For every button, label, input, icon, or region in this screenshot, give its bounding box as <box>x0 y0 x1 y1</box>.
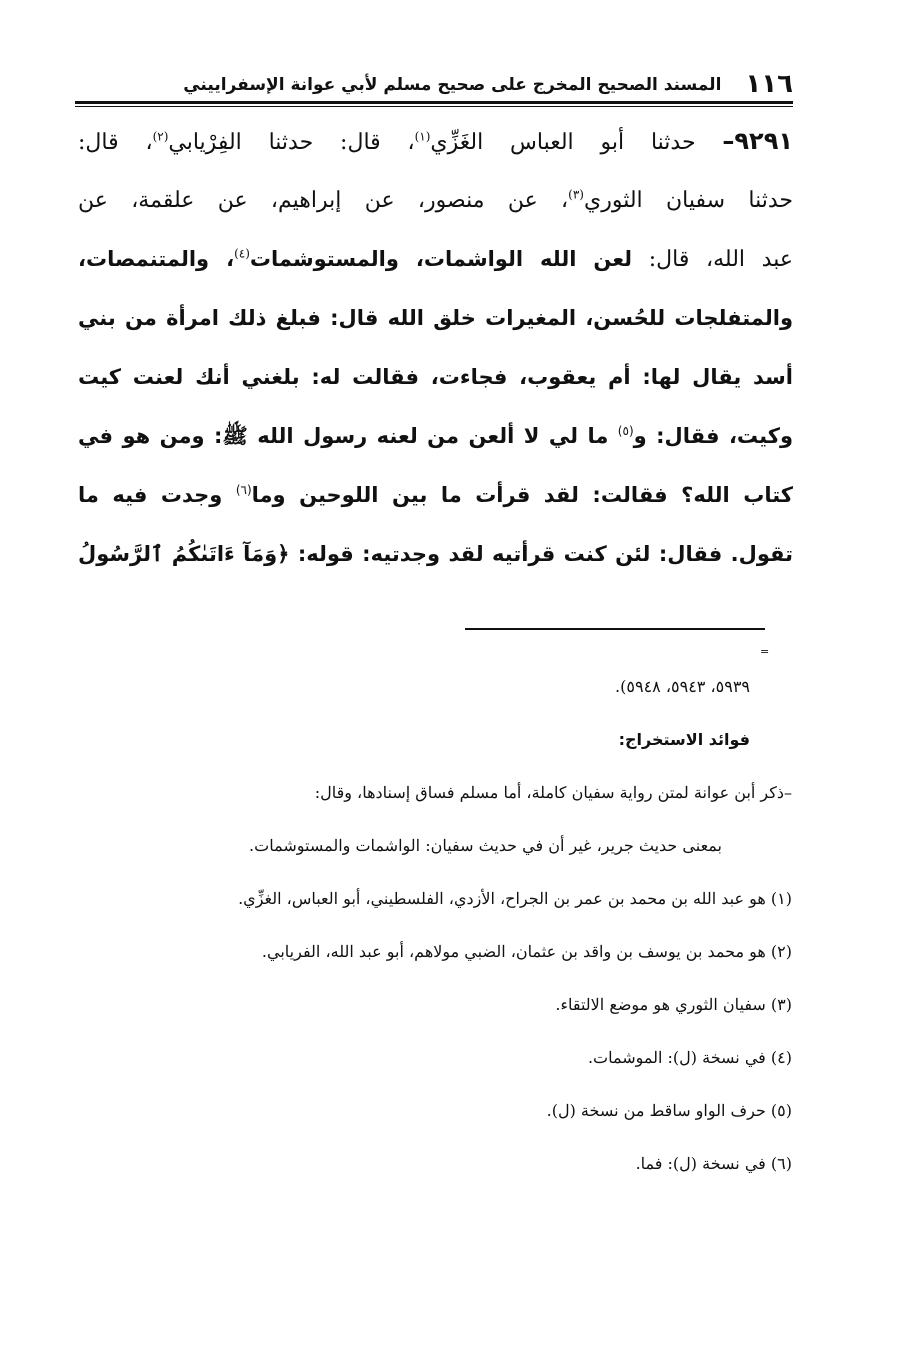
hadith-line-7 <box>78 466 793 525</box>
hadith-text-segment: حدثنا سفيان الثوري <box>583 188 793 213</box>
footnote-separator <box>465 628 765 630</box>
hadith-line-6 <box>78 407 793 466</box>
footnote-item-3: (٣) سفيان الثوري هو موضع الالتقاء. <box>555 995 792 1014</box>
running-header <box>75 60 793 100</box>
hadith-number: ٩٢٩١– <box>722 127 793 155</box>
running-title: المسند الصحيح المخرج على صحيح مسلم لأبي عوانة الإسفراييني <box>183 75 722 95</box>
hadith-text-segment: عبد الله، قال: <box>632 247 793 272</box>
hadith-line-8: تقول. فقال: لئن كنت قرأتيه لقد وجدتيه: قوله: ﴿وَمَآ ءَاتَىٰكُمُ ٱلرَّسُولُ <box>78 542 793 566</box>
benefit-line-1: –ذكر أبن عوانة لمتن رواية سفيان كاملة، أما مسلم فساق إسنادها، وقال: <box>314 783 792 802</box>
hadith-text <box>78 112 793 584</box>
footnote-item-1: (١) هو عبد الله بن محمد بن عمر بن الجراح، الأزدي، الفلسطيني، أبو العباس، الغزِّي. <box>238 889 792 908</box>
header-rule-thick <box>75 101 793 104</box>
footnote-item-5: (٥) حرف الواو ساقط من نسخة (ل). <box>546 1101 792 1120</box>
footnote-ref-2: (٢) <box>152 129 169 144</box>
hadith-text-segment: وكيت، فقال: و <box>633 424 793 448</box>
hadith-line-2 <box>78 171 793 230</box>
hadith-matn-bold: لعن الله الواشمات، والمستوشمات <box>249 247 633 271</box>
footnote-references: ٥٩٣٩، ٥٩٤٣، ٥٩٤٨). <box>615 677 750 696</box>
benefit-line-2: بمعنى حديث جرير، غير أن في حديث سفيان: الواشمات والمستوشمات. <box>249 836 722 855</box>
hadith-line-3 <box>78 230 793 289</box>
footnote-ref-1: (١) <box>414 129 431 144</box>
hadith-text-segment: ما لي لا ألعن من لعنه رسول الله ﷺ: ومن هو في <box>78 424 618 448</box>
footnote-ref-6: (٦) <box>235 483 252 497</box>
footnote-item-2: (٢) هو محمد بن يوسف بن واقد بن عثمان، الضبي مولاهم، أبو عبد الله، الفريابي. <box>261 942 792 961</box>
footnote-item-6: (٦) في نسخة (ل): فما. <box>635 1154 792 1173</box>
hadith-text-segment: ، قال: <box>78 130 153 155</box>
footnote-ref-3: (٣) <box>568 187 584 202</box>
footnote-ref-4: (٤) <box>234 246 250 261</box>
hadith-line-4: والمتفلجات للحُسن، المغيرات خلق الله قال: فبلغ ذلك امرأة من بني <box>78 306 793 330</box>
footnote-ref-5: (٥) <box>617 424 634 438</box>
continuation-mark: = <box>760 645 770 658</box>
hadith-text-segment: ، قال: حدثنا الفِرْيابي <box>168 130 415 155</box>
hadith-text-segment: حدثنا أبو العباس الغَزِّي <box>430 130 723 155</box>
footnote-item-4: (٤) في نسخة (ل): الموشمات. <box>587 1048 792 1067</box>
benefits-heading: فوائد الاستخراج: <box>618 730 750 749</box>
hadith-matn-bold: ، والمتنمصات، <box>78 247 235 271</box>
footnote-heading <box>80 713 792 766</box>
hadith-text-segment: ، عن منصور، عن إبراهيم، عن علقمة، عن <box>78 188 569 213</box>
footnotes <box>80 660 792 1190</box>
hadith-text-segment: وجدت فيه ما <box>78 483 236 507</box>
hadith-text-segment: كتاب الله؟ فقالت: لقد قرأت ما بين اللوحين وما <box>251 483 793 507</box>
header-rule-thin <box>75 106 793 107</box>
hadith-line-5: أسد يقال لها: أم يعقوب، فجاءت، فقالت له: بلغني أنك لعنت كيت <box>78 365 793 389</box>
page-number: ١١٦ <box>745 69 793 99</box>
hadith-line-1 <box>78 112 793 171</box>
